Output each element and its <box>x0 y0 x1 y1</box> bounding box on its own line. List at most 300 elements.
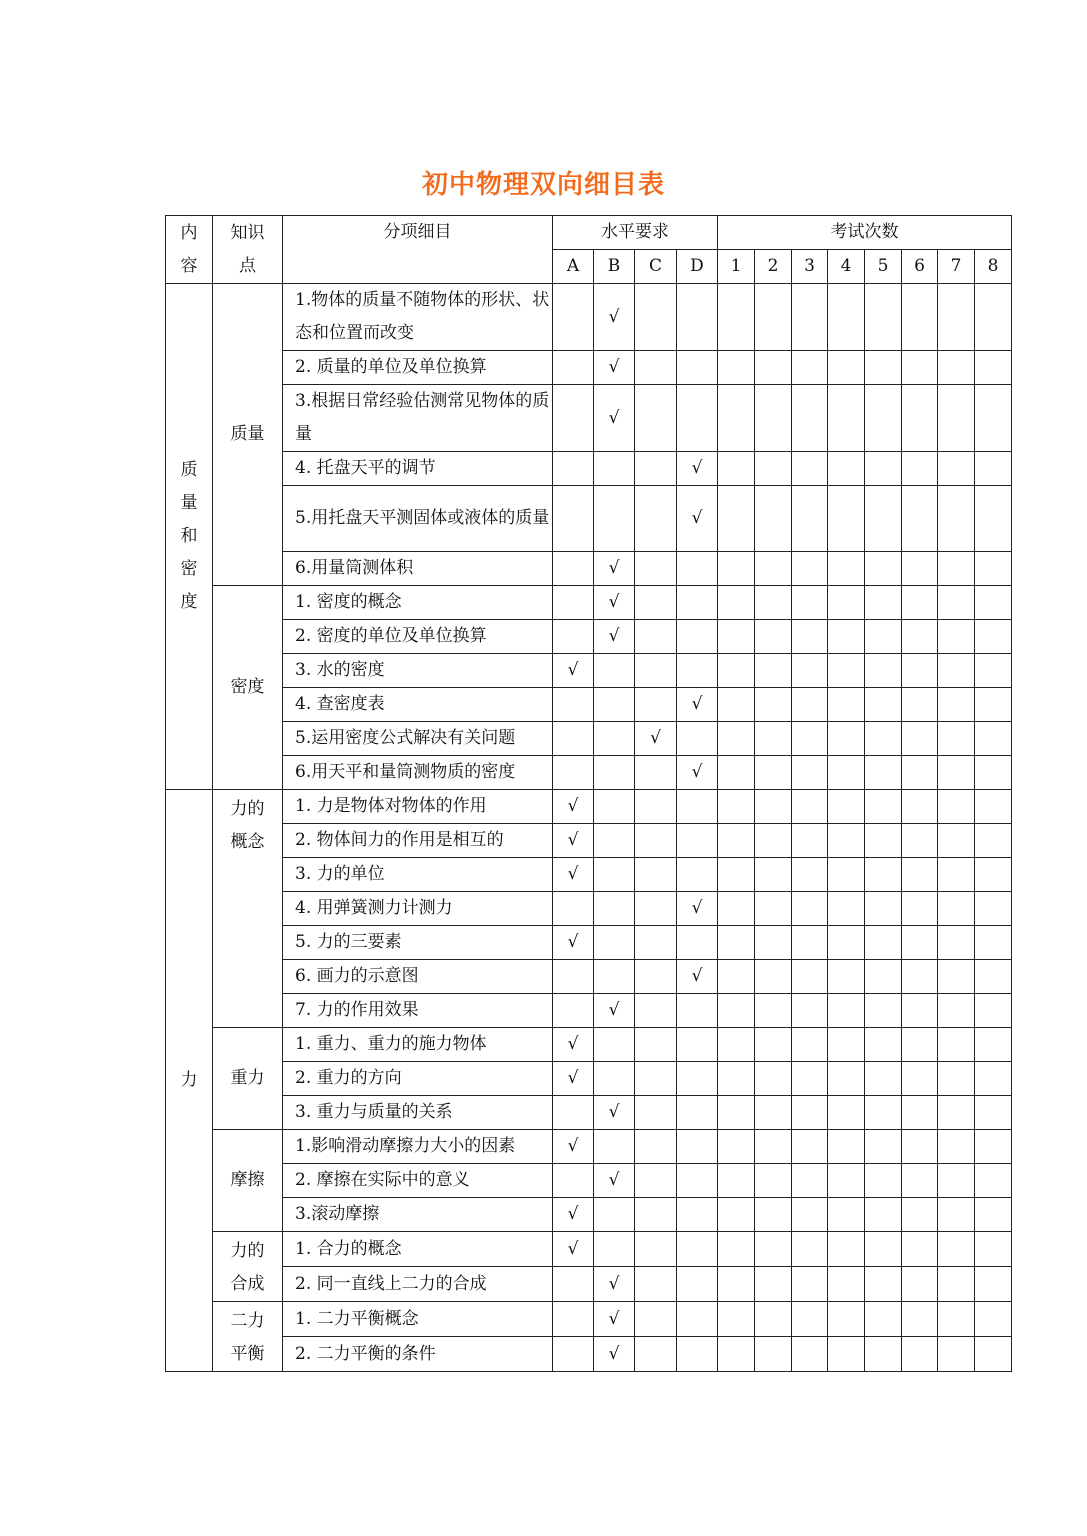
exam-cell-4 <box>828 284 865 351</box>
level-cell-b <box>594 620 635 654</box>
exam-cell-7 <box>938 1302 975 1337</box>
exam-cell-7 <box>938 552 975 586</box>
level-cell-c <box>635 552 677 586</box>
exam-cell-7 <box>938 452 975 486</box>
exam-cell-7 <box>938 620 975 654</box>
exam-cell-8 <box>975 1028 1012 1062</box>
level-cell-a <box>553 654 594 688</box>
exam-cell-6 <box>902 552 938 586</box>
level-cell-b <box>594 926 635 960</box>
exam-cell-6 <box>902 1337 938 1372</box>
exam-cell-6 <box>902 1267 938 1302</box>
exam-cell-4 <box>828 654 865 688</box>
exam-cell-8 <box>975 1232 1012 1267</box>
exam-cell-5 <box>865 1028 902 1062</box>
level-cell-c <box>635 1232 677 1267</box>
level-cell-b <box>594 1062 635 1096</box>
exam-cell-2 <box>755 486 792 552</box>
exam-cell-7 <box>938 756 975 790</box>
level-cell-d <box>677 926 718 960</box>
exam-cell-5 <box>865 994 902 1028</box>
exam-cell-1 <box>718 790 755 824</box>
level-cell-c <box>635 1062 677 1096</box>
exam-cell-4 <box>828 1062 865 1096</box>
exam-cell-1 <box>718 1198 755 1232</box>
exam-cell-2 <box>755 586 792 620</box>
level-cell-b <box>594 586 635 620</box>
exam-cell-4 <box>828 385 865 452</box>
level-col-d: D <box>677 250 718 284</box>
item-text: 2. 重力的方向 <box>283 1062 553 1096</box>
exam-cell-1 <box>718 858 755 892</box>
check-mark: √ <box>650 728 661 748</box>
level-cell-c <box>635 486 677 552</box>
level-cell-b <box>594 790 635 824</box>
level-col-a: A <box>553 250 594 284</box>
exam-cell-6 <box>902 756 938 790</box>
level-cell-b <box>594 552 635 586</box>
exam-cell-3 <box>792 552 828 586</box>
content-char: 密 <box>180 559 198 579</box>
exam-cell-6 <box>902 892 938 926</box>
level-cell-c <box>635 960 677 994</box>
exam-cell-7 <box>938 486 975 552</box>
level-cell-c <box>635 892 677 926</box>
level-cell-d <box>677 892 718 926</box>
table-row <box>166 960 1012 994</box>
level-cell-a <box>553 790 594 824</box>
exam-cell-6 <box>902 1130 938 1164</box>
knowledge-header <box>213 216 283 284</box>
table-row <box>166 926 1012 960</box>
table-row <box>166 586 1012 620</box>
exam-cell-1 <box>718 1164 755 1198</box>
content-char: 量 <box>180 493 198 513</box>
level-cell-d <box>677 586 718 620</box>
item-text: 3. 水的密度 <box>283 654 553 688</box>
level-cell-d <box>677 284 718 351</box>
exam-cell-6 <box>902 790 938 824</box>
item-text: 3.滚动摩擦 <box>283 1198 553 1232</box>
table-row <box>166 1062 1012 1096</box>
table-row <box>166 1198 1012 1232</box>
level-cell-d <box>677 351 718 385</box>
exam-col-7: 7 <box>938 250 975 284</box>
exam-cell-7 <box>938 722 975 756</box>
level-cell-c <box>635 1130 677 1164</box>
exam-cell-2 <box>755 1130 792 1164</box>
exam-cell-1 <box>718 654 755 688</box>
exam-cell-2 <box>755 284 792 351</box>
exam-cell-8 <box>975 756 1012 790</box>
level-header: 水平要求 <box>553 216 718 250</box>
exam-cell-1 <box>718 722 755 756</box>
check-mark: √ <box>608 306 620 327</box>
exam-cell-2 <box>755 1337 792 1372</box>
exam-cell-8 <box>975 1096 1012 1130</box>
level-cell-d <box>677 688 718 722</box>
level-cell-c <box>635 858 677 892</box>
level-cell-c <box>635 654 677 688</box>
exam-cell-8 <box>975 1267 1012 1302</box>
exam-cell-4 <box>828 1232 865 1267</box>
table-row <box>166 1337 1012 1372</box>
exam-cell-4 <box>828 1130 865 1164</box>
exam-cell-3 <box>792 284 828 351</box>
exam-cell-3 <box>792 1062 828 1096</box>
check-mark: √ <box>608 357 620 377</box>
exam-cell-4 <box>828 586 865 620</box>
exam-cell-6 <box>902 486 938 552</box>
level-cell-d <box>677 1337 718 1372</box>
exam-cell-8 <box>975 858 1012 892</box>
exam-cell-7 <box>938 1062 975 1096</box>
exam-cell-8 <box>975 994 1012 1028</box>
knowledge-header-line: 知识 <box>230 222 265 243</box>
level-cell-d <box>677 994 718 1028</box>
exam-cell-7 <box>938 926 975 960</box>
level-cell-b <box>594 654 635 688</box>
knowledge-label: 摩擦 <box>230 1170 265 1190</box>
level-cell-d <box>677 1130 718 1164</box>
exam-cell-7 <box>938 824 975 858</box>
content-header <box>166 216 213 284</box>
check-mark: √ <box>567 932 579 952</box>
exam-cell-2 <box>755 1302 792 1337</box>
exam-cell-8 <box>975 1198 1012 1232</box>
table-row <box>166 486 1012 552</box>
level-cell-c <box>635 385 677 452</box>
exam-cell-6 <box>902 722 938 756</box>
exam-cell-4 <box>828 1096 865 1130</box>
items-header: 分项细目 <box>283 216 553 284</box>
exam-cell-2 <box>755 1028 792 1062</box>
level-cell-b <box>594 1198 635 1232</box>
exam-cell-3 <box>792 654 828 688</box>
item-text: 5.用托盘天平测固体或液体的质量 <box>283 486 553 552</box>
exam-cell-2 <box>755 1198 792 1232</box>
level-cell-d <box>677 960 718 994</box>
level-cell-d <box>677 824 718 858</box>
content-cell <box>166 790 213 1372</box>
exam-cell-3 <box>792 1232 828 1267</box>
table-row <box>166 1164 1012 1198</box>
exam-cell-5 <box>865 688 902 722</box>
check-mark: √ <box>691 966 703 986</box>
level-cell-b <box>594 1267 635 1302</box>
check-mark: √ <box>608 1308 620 1329</box>
exam-col-5: 5 <box>865 250 902 284</box>
exam-cell-2 <box>755 858 792 892</box>
exam-cell-1 <box>718 620 755 654</box>
exam-cell-3 <box>792 756 828 790</box>
level-col-c: C <box>635 250 677 284</box>
level-cell-a <box>553 1096 594 1130</box>
exam-cell-7 <box>938 1096 975 1130</box>
exam-cell-2 <box>755 926 792 960</box>
check-mark: √ <box>567 864 579 884</box>
level-cell-b <box>594 994 635 1028</box>
exam-cell-7 <box>938 892 975 926</box>
level-cell-c <box>635 1302 677 1337</box>
exam-cell-8 <box>975 1062 1012 1096</box>
check-mark: √ <box>567 1204 579 1224</box>
content-char: 和 <box>180 526 198 546</box>
exam-cell-5 <box>865 351 902 385</box>
exam-cell-2 <box>755 994 792 1028</box>
table-row <box>166 1130 1012 1164</box>
content-char: 质 <box>180 460 198 480</box>
exam-cell-8 <box>975 654 1012 688</box>
exam-cell-4 <box>828 1198 865 1232</box>
exam-cell-2 <box>755 452 792 486</box>
exam-cell-3 <box>792 486 828 552</box>
exam-cell-6 <box>902 688 938 722</box>
level-cell-a <box>553 586 594 620</box>
exam-cell-4 <box>828 1164 865 1198</box>
exams-header: 考试次数 <box>718 216 1012 250</box>
exam-cell-6 <box>902 654 938 688</box>
table-row <box>166 1028 1012 1062</box>
exam-cell-2 <box>755 824 792 858</box>
level-cell-d <box>677 790 718 824</box>
exam-cell-4 <box>828 1267 865 1302</box>
exam-cell-5 <box>865 790 902 824</box>
level-cell-c <box>635 790 677 824</box>
knowledge-label: 密度 <box>230 677 265 697</box>
table-row <box>166 620 1012 654</box>
table-row <box>166 351 1012 385</box>
exam-cell-5 <box>865 722 902 756</box>
level-cell-d <box>677 1164 718 1198</box>
level-cell-d <box>677 1028 718 1062</box>
exam-cell-2 <box>755 1267 792 1302</box>
exam-cell-6 <box>902 1028 938 1062</box>
exam-cell-3 <box>792 994 828 1028</box>
item-text: 2. 物体间力的作用是相互的 <box>283 824 553 858</box>
exam-cell-2 <box>755 756 792 790</box>
level-cell-a <box>553 960 594 994</box>
exam-cell-7 <box>938 586 975 620</box>
exam-cell-6 <box>902 926 938 960</box>
table-row <box>166 284 1012 351</box>
exam-cell-5 <box>865 824 902 858</box>
level-cell-d <box>677 756 718 790</box>
exam-cell-1 <box>718 994 755 1028</box>
exam-cell-1 <box>718 1062 755 1096</box>
exam-cell-7 <box>938 1232 975 1267</box>
exam-cell-2 <box>755 722 792 756</box>
level-cell-b <box>594 284 635 351</box>
exam-cell-1 <box>718 1302 755 1337</box>
exam-cell-5 <box>865 486 902 552</box>
exam-col-3: 3 <box>792 250 828 284</box>
level-cell-d <box>677 620 718 654</box>
exam-cell-4 <box>828 1028 865 1062</box>
exam-cell-1 <box>718 486 755 552</box>
exam-cell-5 <box>865 1164 902 1198</box>
check-mark: √ <box>567 1034 579 1054</box>
item-text: 6.用天平和量筒测物质的密度 <box>283 756 553 790</box>
level-cell-a <box>553 1337 594 1372</box>
exam-cell-7 <box>938 1028 975 1062</box>
exam-cell-8 <box>975 486 1012 552</box>
exam-cell-5 <box>865 654 902 688</box>
exam-cell-7 <box>938 960 975 994</box>
table-row <box>166 824 1012 858</box>
level-cell-c <box>635 1198 677 1232</box>
check-mark: √ <box>608 407 620 428</box>
exam-cell-1 <box>718 385 755 452</box>
exam-cell-6 <box>902 824 938 858</box>
check-mark: √ <box>608 1343 620 1364</box>
exam-cell-1 <box>718 756 755 790</box>
exam-cell-3 <box>792 385 828 452</box>
exam-cell-6 <box>902 994 938 1028</box>
exam-cell-4 <box>828 756 865 790</box>
knowledge-cell <box>213 1302 283 1372</box>
exam-cell-4 <box>828 926 865 960</box>
table-row <box>166 858 1012 892</box>
exam-cell-5 <box>865 452 902 486</box>
level-cell-d <box>677 1062 718 1096</box>
detail-table <box>165 215 1012 1372</box>
level-cell-a <box>553 858 594 892</box>
item-text: 1. 密度的概念 <box>283 586 553 620</box>
exam-cell-7 <box>938 688 975 722</box>
level-cell-d <box>677 722 718 756</box>
item-text: 1. 力是物体对物体的作用 <box>283 790 553 824</box>
exam-cell-2 <box>755 351 792 385</box>
level-cell-a <box>553 926 594 960</box>
level-cell-d <box>677 1302 718 1337</box>
exam-cell-5 <box>865 284 902 351</box>
exam-cell-3 <box>792 960 828 994</box>
exam-col-8: 8 <box>975 250 1012 284</box>
exam-cell-8 <box>975 552 1012 586</box>
level-cell-b <box>594 858 635 892</box>
check-mark: √ <box>691 458 703 478</box>
exam-cell-6 <box>902 1062 938 1096</box>
exam-cell-8 <box>975 926 1012 960</box>
exam-cell-3 <box>792 722 828 756</box>
level-cell-a <box>553 1232 594 1267</box>
exam-cell-5 <box>865 1062 902 1096</box>
table-row <box>166 452 1012 486</box>
level-cell-c <box>635 1164 677 1198</box>
exam-cell-7 <box>938 284 975 351</box>
exam-cell-7 <box>938 351 975 385</box>
check-mark: √ <box>567 660 579 680</box>
exam-cell-1 <box>718 892 755 926</box>
level-cell-c <box>635 722 677 756</box>
check-mark: √ <box>608 626 620 646</box>
level-cell-c <box>635 284 677 351</box>
exam-cell-1 <box>718 586 755 620</box>
exam-cell-3 <box>792 1267 828 1302</box>
level-cell-a <box>553 452 594 486</box>
level-cell-a <box>553 552 594 586</box>
check-mark: √ <box>608 1170 620 1190</box>
exam-cell-5 <box>865 385 902 452</box>
exam-col-4: 4 <box>828 250 865 284</box>
exam-cell-5 <box>865 960 902 994</box>
exam-cell-3 <box>792 620 828 654</box>
level-cell-a <box>553 284 594 351</box>
item-text: 2. 质量的单位及单位换算 <box>283 351 553 385</box>
exam-cell-1 <box>718 1028 755 1062</box>
table-row <box>166 756 1012 790</box>
level-cell-a <box>553 1028 594 1062</box>
level-cell-a <box>553 1130 594 1164</box>
knowledge-label: 力的 <box>230 799 265 819</box>
level-cell-a <box>553 892 594 926</box>
exam-cell-8 <box>975 452 1012 486</box>
knowledge-label: 重力 <box>230 1068 265 1088</box>
exam-cell-7 <box>938 654 975 688</box>
level-cell-d <box>677 1096 718 1130</box>
exam-cell-4 <box>828 1302 865 1337</box>
exam-cell-4 <box>828 722 865 756</box>
table-row <box>166 892 1012 926</box>
table-row <box>166 994 1012 1028</box>
level-cell-c <box>635 756 677 790</box>
exam-cell-7 <box>938 1337 975 1372</box>
exam-cell-3 <box>792 1302 828 1337</box>
item-text: 1. 合力的概念 <box>283 1232 553 1267</box>
item-text: 1. 重力、重力的施力物体 <box>283 1028 553 1062</box>
level-cell-b <box>594 960 635 994</box>
exam-cell-2 <box>755 620 792 654</box>
level-cell-d <box>677 486 718 552</box>
exam-cell-2 <box>755 960 792 994</box>
content-cell <box>166 284 213 790</box>
table-row <box>166 790 1012 824</box>
exam-cell-1 <box>718 926 755 960</box>
exam-cell-7 <box>938 1130 975 1164</box>
exam-cell-4 <box>828 351 865 385</box>
exam-cell-2 <box>755 654 792 688</box>
level-cell-a <box>553 1267 594 1302</box>
exam-cell-5 <box>865 1337 902 1372</box>
exam-cell-6 <box>902 1096 938 1130</box>
exam-cell-6 <box>902 1302 938 1337</box>
level-cell-b <box>594 1130 635 1164</box>
knowledge-label: 平衡 <box>230 1344 265 1364</box>
check-mark: √ <box>567 1068 579 1088</box>
exam-cell-6 <box>902 586 938 620</box>
level-cell-d <box>677 654 718 688</box>
exam-cell-6 <box>902 385 938 452</box>
knowledge-cell <box>213 1232 283 1302</box>
table-row <box>166 688 1012 722</box>
exam-cell-6 <box>902 1164 938 1198</box>
exam-cell-3 <box>792 452 828 486</box>
header-row <box>166 216 1012 250</box>
exam-cell-8 <box>975 1130 1012 1164</box>
exam-cell-1 <box>718 284 755 351</box>
item-text: 3. 力的单位 <box>283 858 553 892</box>
level-cell-b <box>594 385 635 452</box>
item-text: 3.根据日常经验估测常见物体的质量 <box>283 385 553 452</box>
exam-cell-8 <box>975 385 1012 452</box>
level-cell-c <box>635 926 677 960</box>
level-cell-a <box>553 722 594 756</box>
table-row <box>166 1267 1012 1302</box>
exam-cell-7 <box>938 1267 975 1302</box>
exam-cell-3 <box>792 586 828 620</box>
exam-col-6: 6 <box>902 250 938 284</box>
